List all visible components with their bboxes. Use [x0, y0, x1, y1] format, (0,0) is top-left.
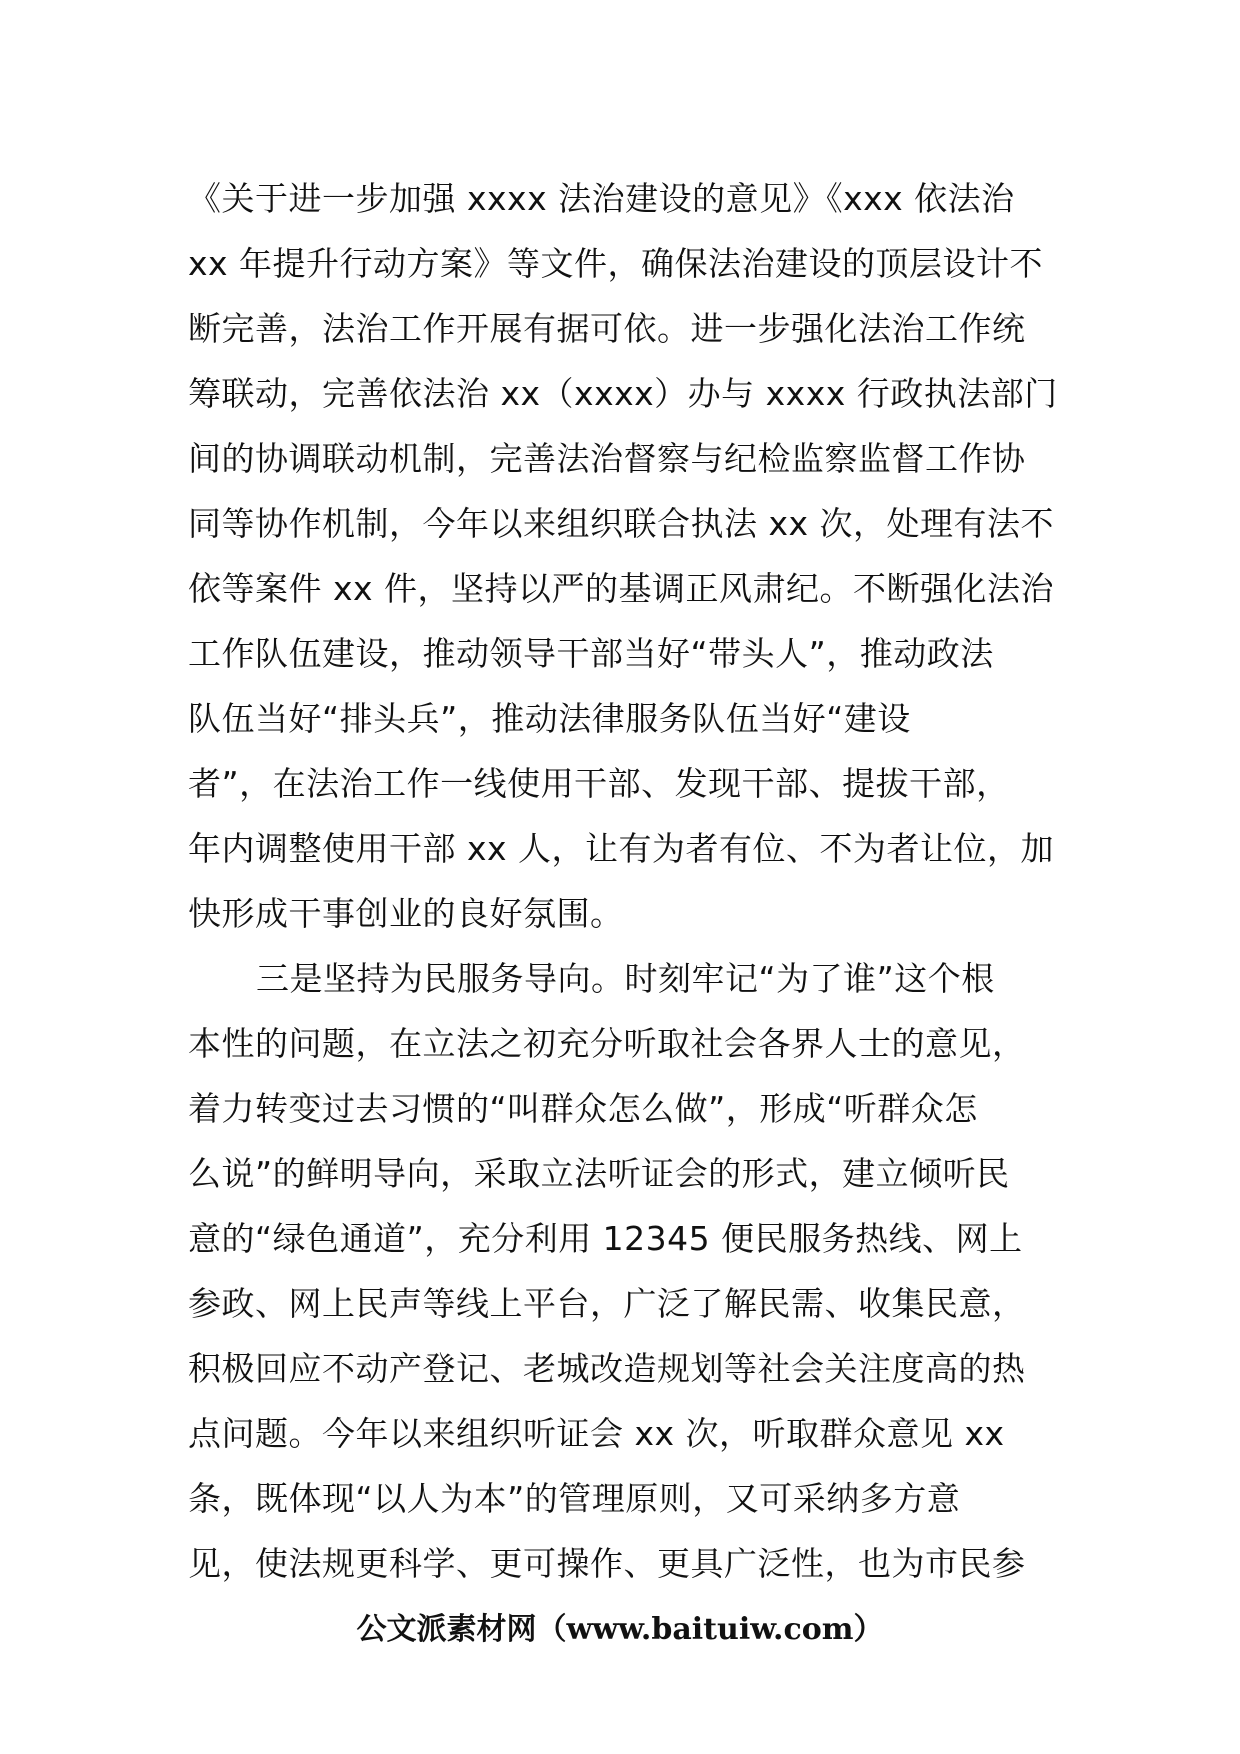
text-line: 本性的问题，在立法之初充分听取社会各界人士的意见，	[188, 1024, 1026, 1063]
text-line: 年内调整使用干部 xx 人，让有为者有位、不为者让位，加	[188, 829, 1055, 868]
text-line: 者”，在法治工作一线使用干部、发现干部、提拔干部，	[188, 764, 1010, 803]
text-line: 快形成干事创业的良好氛围。	[188, 894, 624, 933]
text-line: 着力转变过去习惯的“叫群众怎么做”，形成“听群众怎	[188, 1089, 978, 1128]
text-line: xx 年提升行动方案》等文件，确保法治建设的顶层设计不	[188, 244, 1044, 283]
text-line: 工作队伍建设，推动领导干部当好“带头人”，推动政法	[188, 634, 994, 673]
document-body	[188, 166, 1058, 1596]
text-line: 断完善，法治工作开展有据可依。进一步强化法治工作统	[188, 309, 1026, 348]
text-line: 点问题。今年以来组织听证会 xx 次，听取群众意见 xx	[188, 1414, 1005, 1453]
text-line: 队伍当好“排头兵”，推动法律服务队伍当好“建设	[188, 699, 911, 738]
text-line: 同等协作机制，今年以来组织联合执法 xx 次，处理有法不	[188, 504, 1055, 543]
text-line: 么说”的鲜明导向，采取立法听证会的形式，建立倾听民	[188, 1154, 1010, 1193]
text-line: 条，既体现“以人为本”的管理原则，又可采纳多方意	[188, 1479, 961, 1518]
text-line: 见，使法规更科学、更可操作、更具广泛性，也为市民参	[188, 1544, 1026, 1583]
text-line: 《关于进一步加强 xxxx 法治建设的意见》《xxx 依法治	[188, 179, 1015, 218]
footer-source-text: 公文派素材网（www.baituiw.com）	[356, 1612, 884, 1647]
text-line: 间的协调联动机制，完善法治督察与纪检监察监督工作协	[188, 439, 1026, 478]
text-line: 依等案件 xx 件，坚持以严的基调正风肃纪。不断强化法治	[188, 569, 1055, 608]
text-line: 参政、网上民声等线上平台，广泛了解民需、收集民意，	[188, 1284, 1026, 1323]
paragraph-start-line: 三是坚持为民服务导向。时刻牢记“为了谁”这个根	[256, 959, 995, 998]
text-line: 筹联动，完善依法治 xx（xxxx）办与 xxxx 行政执法部门	[188, 374, 1058, 413]
text-line: 积极回应不动产登记、老城改造规划等社会关注度高的热	[188, 1349, 1026, 1388]
text-line: 意的“绿色通道”，充分利用 12345 便民服务热线、网上	[188, 1219, 1023, 1258]
